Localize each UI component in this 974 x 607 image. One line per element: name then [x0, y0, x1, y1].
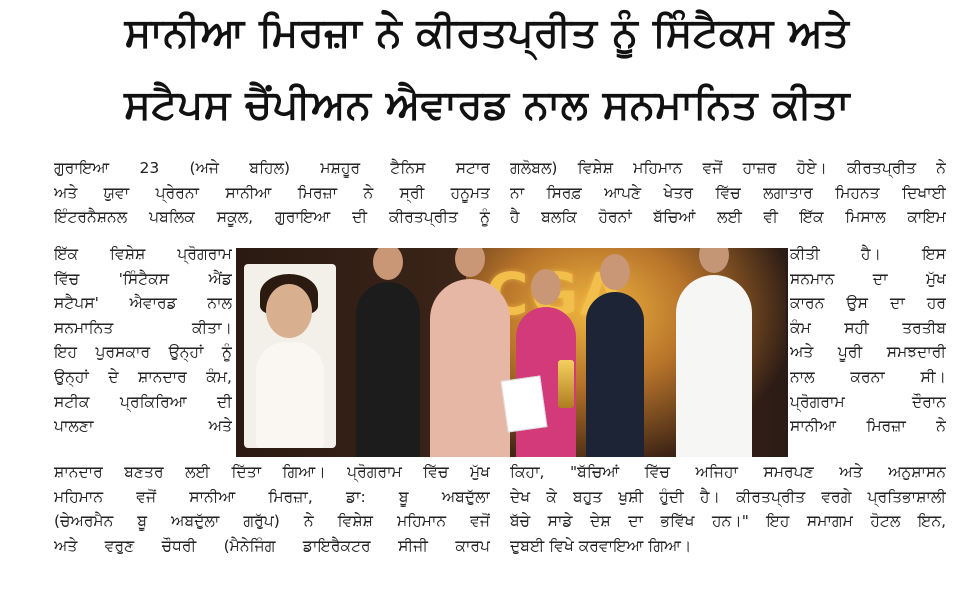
- article-left-side: [54, 242, 232, 439]
- article-line: ਅਤੇ ਵਰੁਣ ਚੌਧਰੀ (ਮੈਨੇਜਿੰਗ ਡਾਇਰੈਕਟਰ ਸੀਜੀ ਕਾਰਪ: [54, 536, 490, 555]
- person-figure: [676, 275, 752, 457]
- article-line: ਦੇਖ ਕੇ ਬਹੁਤ ਖੁਸ਼ੀ ਹੁੰਦੀ ਹੈ। ਕੀਰਤਪ੍ਰੀਤ ਵਰਗੇ ਪ੍ਰਤਿਭਾਸ਼ਾਲੀ: [510, 487, 946, 506]
- certificate: [501, 375, 548, 432]
- inset-portrait: [244, 264, 336, 448]
- article-left-top: [54, 156, 490, 230]
- article-line: ਬੱਚੇ ਸਾਡੇ ਦੇਸ਼ ਦਾ ਭਵਿੱਖ ਹਨ।" ਇਹ ਸਮਾਗਮ ਹੋਟਲ ਇਨ,: [510, 512, 946, 531]
- headline-line-1: ਸਾਨੀਆ ਮਿਰਜ਼ਾ ਨੇ ਕੀਰਤਪ੍ਰੀਤ ਨੂੰ ਸਿੰਟੈਕਸ ਅਤੇ: [124, 10, 850, 56]
- article-line: ਗੁਰਾਇਆ 23 (ਅਜੇ ਬਹਿਲ) ਮਸ਼ਹੂਰ ਟੈਨਿਸ ਸਟਾਰ: [54, 159, 490, 177]
- person-figure: [430, 279, 510, 457]
- article-right-bottom: [510, 460, 946, 558]
- person-figure: [356, 282, 420, 457]
- article-line: ਗਲੋਬਲ) ਵਿਸ਼ੇਸ਼ ਮਹਿਮਾਨ ਵਜੋਂ ਹਾਜ਼ਰ ਹੋਏ। ਕੀਰਤਪ੍ਰੀਤ ਨੇ: [510, 159, 946, 177]
- article-line: ਕੰਮ ਸਹੀ ਤਰਤੀਬ: [790, 318, 946, 337]
- article-line: ਅਤੇ ਪੂਰੀ ਸਮਝਦਾਰੀ: [790, 343, 946, 362]
- article-line: ਨਾ ਸਿਰਫ਼ ਆਪਣੇ ਖੇਤਰ ਵਿੱਚ ਲਗਾਤਾਰ ਮਿਹਨਤ ਦਿਖਾਈ: [510, 183, 946, 202]
- article-line: ਪ੍ਰੋਗਰਾਮ ਦੌਰਾਨ: [790, 392, 946, 411]
- article-line: ਇਹ ਪੁਰਸਕਾਰ ਉਨ੍ਹਾਂ ਨੂੰ: [54, 343, 232, 362]
- article-line: ਵਿੱਚ 'ਸਿੰਟੈਕਸ ਐਂਡ: [54, 269, 232, 288]
- article-line: ਸ਼ਾਨਦਾਰ ਬਣਤਰ ਲਈ ਦਿੱਤਾ ਗਿਆ। ਪ੍ਰੋਗਰਾਮ ਵਿੱਚ ਮੁੱਖ: [54, 463, 490, 481]
- trophy-icon: [558, 360, 574, 408]
- article-line: ਪਾਲਣਾ ਅਤੇ: [54, 417, 232, 436]
- article-right-side: [790, 242, 946, 439]
- article-line: ਦੁਬਈ ਵਿਖੇ ਕਰਵਾਇਆ ਗਿਆ।: [510, 536, 692, 555]
- article-line: ਉਨ੍ਹਾਂ ਦੇ ਸ਼ਾਨਦਾਰ ਕੰਮ,: [54, 367, 232, 386]
- article-line: ਕੀਤੀ ਹੈ। ਇਸ: [790, 245, 946, 263]
- article-line: (ਚੇਅਰਮੈਨ ਬੂ ਅਬਦੁੱਲਾ ਗਰੁੱਪ) ਨੇ ਵਿਸ਼ੇਸ਼ ਮਹਿਮਾਨ ਵਜੋਂ: [54, 512, 490, 531]
- article-line: ਸਟੀਕ ਪ੍ਰਕਿਰਿਆ ਦੀ: [54, 392, 232, 411]
- article-line: ਅਤੇ ਯੁਵਾ ਪ੍ਰੇਰਨਾ ਸਾਨੀਆ ਮਿਰਜ਼ਾ ਨੇ ਸ੍ਰੀ ਹਨੂਮਤ: [54, 183, 490, 202]
- article-line: ਸਨਮਾਨ ਦਾ ਮੁੱਖ: [790, 269, 946, 288]
- article-line: ਸਟੈਪਸ' ਐਵਾਰਡ ਨਾਲ: [54, 294, 232, 313]
- article-line: ਕਿਹਾ, "ਬੱਚਿਆਂ ਵਿੱਚ ਅਜਿਹਾ ਸਮਰਪਣ ਅਤੇ ਅਨੁਸ਼ਾਸਨ: [510, 463, 946, 481]
- person-figure: [586, 292, 644, 457]
- article-line: ਸਨਮਾਨਿਤ ਕੀਤਾ।: [54, 318, 232, 337]
- article-line: ਹੈ ਬਲਕਿ ਹੋਰਨਾਂ ਬੱਚਿਆਂ ਲਈ ਵੀ ਇੱਕ ਮਿਸਾਲ ਕਾਇਮ: [510, 208, 946, 227]
- article-right-top: [510, 156, 946, 230]
- article-line: ਸਾਨੀਆ ਮਿਰਜ਼ਾ ਨੇ: [790, 417, 946, 436]
- article-left-bottom: [54, 460, 490, 558]
- article-line: ਇੱਕ ਵਿਸ਼ੇਸ਼ ਪ੍ਰੋਗਰਾਮ: [54, 245, 232, 263]
- article-line: ਮਹਿਮਾਨ ਵਜੋਂ ਸਾਨੀਆ ਮਿਰਜ਼ਾ, ਡਾ: ਬੂ ਅਬਦੁੱਲਾ: [54, 487, 490, 506]
- award-photo: [236, 248, 788, 457]
- article-line: ਨਾਲ ਕਰਨਾ ਸੀ।: [790, 367, 946, 386]
- article-line: ਕਾਰਨ ਉਸ ਦਾ ਹਰ: [790, 294, 946, 313]
- article-line: ਇੰਟਰਨੈਸ਼ਨਲ ਪਬਲਿਕ ਸਕੂਲ, ਗੁਰਾਇਆ ਦੀ ਕੀਰਤਪ੍ਰੀਤ ਨੂੰ: [54, 208, 490, 227]
- headline-line-2: ਸਟੈਪਸ ਚੈਂਪੀਅਨ ਐਵਾਰਡ ਨਾਲ ਸਨਮਾਨਿਤ ਕੀਤਾ: [124, 82, 850, 128]
